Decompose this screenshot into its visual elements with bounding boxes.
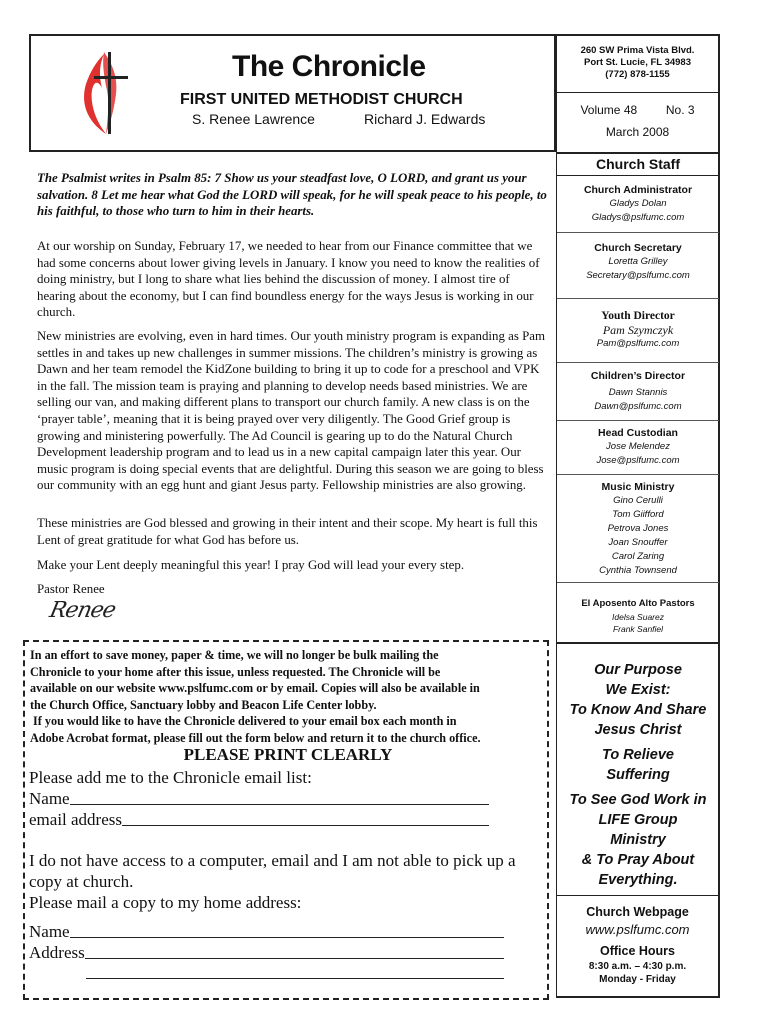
office-hours: 8:30 a.m. – 4:30 p.m.	[588, 961, 687, 972]
staff-line: Joan Snouffer	[608, 537, 668, 548]
staff-line: Gino Cerulli	[613, 495, 663, 506]
staff-group-youth	[557, 309, 719, 351]
purpose-statement	[560, 660, 716, 890]
webpage-divider	[557, 895, 718, 896]
purpose-line: To Know And Share	[569, 702, 707, 718]
staff-line: Idelsa Suarez	[612, 612, 664, 622]
email-request-label: Please add me to the Chronicle email list:	[29, 768, 312, 787]
address-box	[556, 34, 720, 154]
purpose-line: Our Purpose	[594, 662, 682, 678]
notice-line: Chronicle to your home after this issue, unless requested. The Chronicle will be	[30, 664, 441, 679]
staff-divider	[557, 298, 719, 299]
address-blank-2[interactable]	[86, 978, 504, 979]
staff-line: Dawn Stannis	[608, 387, 668, 398]
mail-name-label: Name	[29, 922, 70, 941]
staff-divider	[557, 232, 719, 233]
print-clearly-heading: PLEASE PRINT CLEARLY	[183, 745, 393, 764]
staff-line: Gladys Dolan	[609, 198, 667, 209]
name-label: Name	[29, 789, 70, 808]
mail-name-blank[interactable]	[70, 921, 504, 938]
staff-line: Jose Melendez	[606, 441, 670, 452]
staff-group-custodian	[557, 426, 719, 468]
issue-label: No. 3	[665, 103, 695, 117]
staff-group-children	[557, 369, 719, 414]
staff-group-aposento	[557, 597, 719, 635]
staff-line: Petrova Jones	[607, 523, 669, 534]
office-hours-heading: Office Hours	[599, 944, 675, 958]
email-blank[interactable]	[122, 809, 489, 826]
letter-paragraph-4: Make your Lent deeply meaningful this year! I pray God will lead your every step.	[37, 558, 465, 572]
purpose-line: To Relieve	[602, 747, 674, 763]
staff-divider	[557, 582, 719, 583]
address-city: Port St. Lucie, FL 34983	[583, 57, 691, 68]
purpose-line: To See God Work in	[569, 792, 707, 808]
staff-divider	[557, 420, 719, 421]
name-blank[interactable]	[70, 788, 489, 805]
purpose-line: Everything.	[598, 872, 678, 888]
pastor-signature: Renee	[47, 598, 118, 623]
purpose-line: Suffering	[606, 767, 670, 783]
pastor-name-2: Richard J. Edwards	[364, 111, 486, 127]
purpose-line: LIFE Group	[598, 812, 678, 828]
staff-email: Secretary@pslfumc.com	[586, 270, 690, 281]
staff-group-administrator	[557, 183, 719, 225]
staff-role: Youth Director	[601, 310, 675, 322]
letter-paragraph-3: These ministries are God blessed and growing in their intent and their scope. My heart is full this Lent of great gratitude for what God has before us.	[37, 516, 538, 547]
purpose-line: Ministry	[610, 832, 666, 848]
no-access-line-2: copy at church.	[29, 872, 134, 891]
webpage-heading: Church Webpage	[586, 905, 689, 919]
church-name: FIRST UNITED METHODIST CHURCH	[180, 91, 463, 108]
notice-text	[30, 647, 546, 746]
purpose-line: We Exist:	[605, 682, 671, 698]
staff-line: Cynthia Townsend	[599, 565, 677, 576]
staff-line: Loretta Grilley	[608, 256, 668, 267]
volume-label: Volume 48	[580, 103, 638, 117]
email-label: email address	[29, 810, 122, 829]
letter-closing: Pastor Renee	[37, 582, 105, 596]
purpose-line: & To Pray About	[581, 852, 695, 868]
staff-line: Pam Szymczyk	[602, 323, 674, 337]
staff-role: Church Administrator	[583, 184, 693, 196]
notice-line: the Church Office, Sanctuary lobby and Beacon Life Center lobby.	[30, 697, 377, 712]
mail-name-row	[29, 921, 504, 942]
pastor-name-1: S. Renee Lawrence	[192, 111, 315, 127]
address-phone: (772) 878-1155	[605, 69, 670, 80]
address-label: Address	[29, 943, 85, 962]
staff-line: Carol Zaring	[611, 551, 665, 562]
no-access-line-1: I do not have access to a computer, email and I am not able to pick up a	[29, 851, 516, 870]
webpage-url[interactable]: www.pslfumc.com	[585, 922, 690, 937]
staff-email: Dawn@pslfumc.com	[594, 401, 682, 412]
notice-line: available on our website www.pslfumc.com or by email. Copies will also be available in	[30, 681, 480, 695]
letter-paragraph-1: At our worship on Sunday, February 17, we needed to hear from our Finance committee that we had some concerns about lower giving levels in January. I know you need to know the realities of doing ministry, but I long to share what lies behind the discussion of money. I almost tire of hearing about the economy, but I can find boundless energy for the ways Jesus is working in our church.	[37, 239, 540, 320]
staff-email: Jose@pslfumc.com	[596, 455, 680, 466]
notice-line: If you would like to have the Chronicle delivered to your email box each month in	[30, 714, 457, 728]
notice-line: In an effort to save money, paper & time, we will no longer be bulk mailing the	[30, 648, 439, 662]
purpose-line: Jesus Christ	[594, 722, 682, 738]
letter-paragraph-2: New ministries are evolving, even in hard times. Our youth ministry program is expanding as Pam settles in and takes up new challenges in summer missions. The children’s ministry is growing as Dawn and her team remodel the KidZone building to bring it up to code for a preschool and VPK in the fall. The mission team is praying and planning to develop needs based ministries. We are selling our van, and making different plans to transport our church family. A new class is on the ‘prayer table’, meaning that it is being prayed over very diligently. The Good Grief group is growing and ministering powerfully. The Ad Council is gearing up to do the Natural Church Development leadership program and to lead us in a new capital campaign later this year. Our music program is doing special events that are delightful. During this season we are going to bless our community with an egg hunt and giant Jesus party. Fellowship ministries are also growing.	[37, 329, 546, 493]
name-field-row	[29, 788, 489, 809]
staff-role: El Aposento Alto Pastors	[581, 598, 695, 609]
staff-group-music	[557, 480, 719, 578]
psalm-quote: The Psalmist writes in Psalm 85: 7 Show us your steadfast love, O LORD, and grant us your salvation. 8 Let me hear what God the LORD will speak, for he will speak peace to his people, to his faithful, to those who turn to him in their hearts.	[37, 171, 547, 219]
staff-email: Gladys@pslfumc.com	[591, 212, 685, 223]
staff-role: Music Ministry	[601, 481, 675, 493]
issue-date: March 2008	[605, 125, 670, 139]
address-blank[interactable]	[85, 942, 504, 959]
address-row	[29, 942, 504, 963]
mail-request-label: Please mail a copy to my home address:	[29, 893, 302, 912]
staff-group-secretary	[557, 241, 719, 283]
notice-line: Adobe Acrobat format, please fill out the form below and return it to the church office.	[30, 730, 481, 745]
staff-heading: Church Staff	[556, 154, 720, 176]
staff-role: Church Secretary	[594, 242, 682, 254]
staff-role: Head Custodian	[598, 427, 678, 439]
staff-line: Frank Sanfiel	[612, 624, 664, 634]
address-street: 260 SW Prima Vista Blvd.	[580, 45, 695, 56]
email-field-row	[29, 809, 489, 830]
staff-divider	[557, 362, 719, 363]
staff-divider	[557, 474, 719, 475]
cross-and-flame-logo-icon	[78, 46, 134, 138]
office-days: Monday - Friday	[599, 974, 676, 985]
staff-email: Pam@pslfumc.com	[596, 338, 680, 349]
newsletter-title: The Chronicle	[232, 50, 426, 83]
staff-role: Children’s Director	[590, 370, 686, 382]
staff-line: Tom Giifford	[612, 509, 664, 520]
